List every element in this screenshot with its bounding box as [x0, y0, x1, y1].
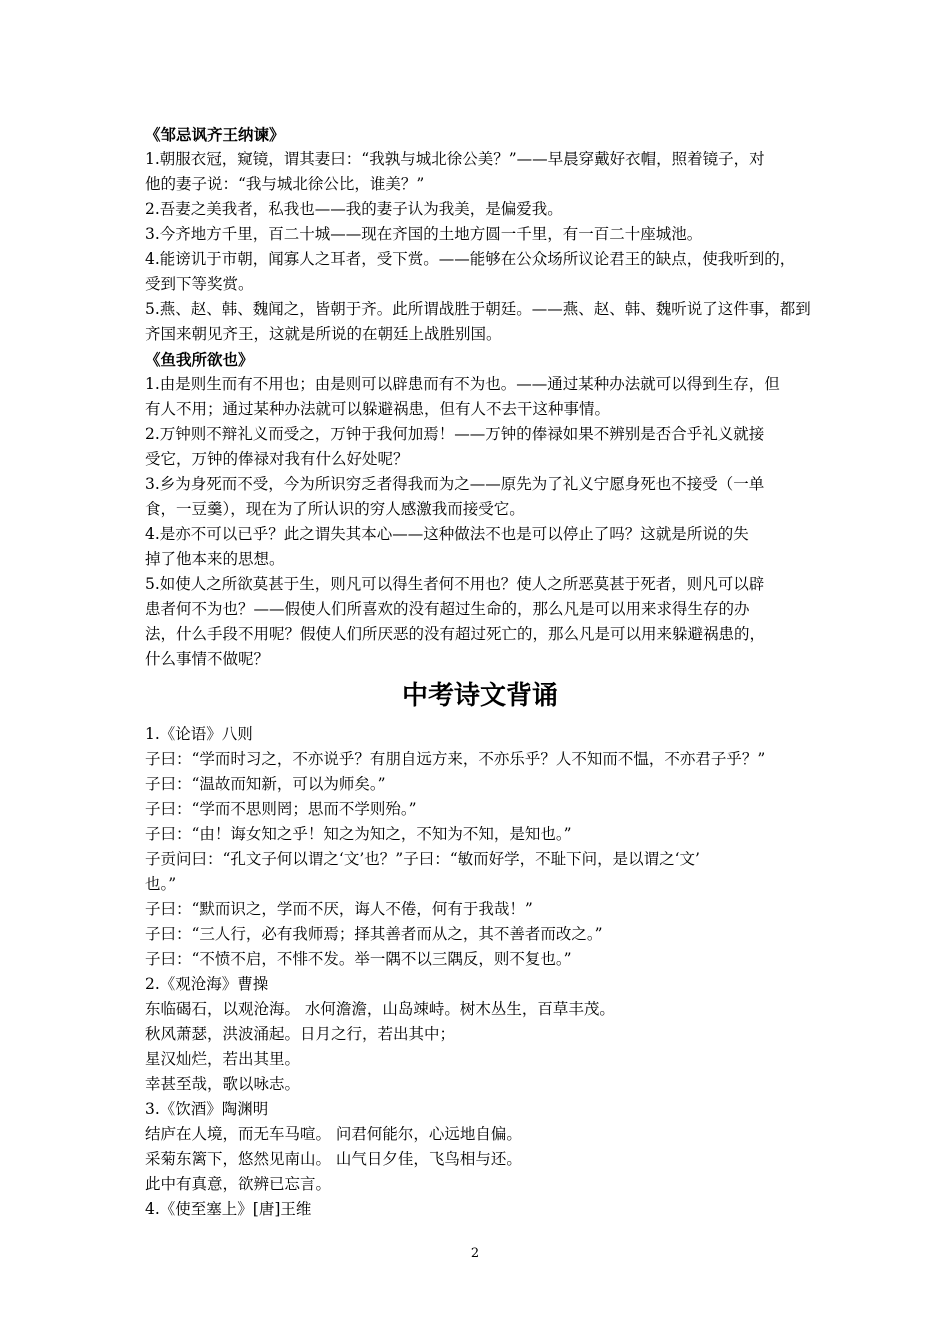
- text-line: 星汉灿烂，若出其里。: [145, 1050, 301, 1068]
- document-page: [145, 122, 815, 1222]
- section-heading-yuwosuoyu: 《鱼我所欲也》: [145, 350, 254, 369]
- text-line: 掉了他本来的思想。: [145, 550, 285, 568]
- text-line: 食，一豆羹），现在为了所认识的穷人感激我而接受它。: [145, 500, 525, 518]
- text-line: 齐国来朝见齐王，这就是所说的在朝廷上战胜别国。: [145, 325, 502, 343]
- section-body-yuwosuoyu: [145, 372, 815, 672]
- text-line: 结庐在人境，而无车马喧。 问君何能尔，心远地自偏。: [145, 1125, 522, 1143]
- page-title: 中考诗文背诵: [401, 681, 558, 711]
- text-line: 此中有真意，欲辨已忘言。: [145, 1175, 332, 1193]
- text-line: 秋风萧瑟，洪波涌起。日月之行，若出其中；: [145, 1025, 456, 1043]
- text-line: 采菊东篱下，悠然见南山。 山气日夕佳，飞鸟相与还。: [145, 1150, 522, 1168]
- text-line: 1.朝服衣冠，窥镜，谓其妻曰：“我孰与城北徐公美？”——早晨穿戴好衣帽，照着镜子，对: [145, 150, 765, 168]
- section-body-zouji: [145, 147, 815, 347]
- text-line: 2.万钟则不辩礼义而受之，万钟于我何加焉！——万钟的俸禄如果不辨别是否合乎礼义就接: [145, 425, 765, 443]
- text-line: 2.《观沧海》曹操: [145, 975, 269, 993]
- text-line: 子贡问曰：“孔文子何以谓之‘文’也？”子曰：“敏而好学，不耻下问，是以谓之‘文’: [145, 850, 700, 868]
- text-line: 子曰：“默而识之，学而不厌，诲人不倦，何有于我哉！”: [145, 900, 533, 918]
- text-line: 东临碣石，以观沧海。 水何澹澹，山岛竦峙。树木丛生，百草丰茂。: [145, 1000, 615, 1018]
- text-line: 有人不用；通过某种办法就可以躲避祸患，但有人不去干这种事情。: [145, 400, 611, 418]
- text-line: 3.乡为身死而不受，今为所识穷乏者得我而为之——原先为了礼义宁愿身死也不接受（一单: [145, 475, 765, 493]
- text-line: 子曰：“由！诲女知之乎！知之为知之，不知为不知，是知也。”: [145, 825, 572, 843]
- text-line: 受到下等奖赏。: [145, 275, 254, 293]
- text-line: 他的妻子说：“我与城北徐公比，谁美？”: [145, 175, 425, 193]
- section-body-recitation: [145, 722, 815, 1222]
- text-line: 5.如使人之所欲莫甚于生，则凡可以得生者何不用也？使人之所恶莫甚于死者，则凡可以辟: [145, 575, 765, 593]
- text-line: 1.由是则生而有不用也；由是则可以辟患而有不为也。——通过某种办法就可以得到生存，但: [145, 375, 780, 393]
- text-line: 子曰：“学而时习之，不亦说乎？有朋自远方来，不亦乐乎？人不知而不愠，不亦君子乎？”: [145, 750, 766, 768]
- text-line: 子曰：“三人行，必有我师焉；择其善者而从之，其不善者而改之。”: [145, 925, 603, 943]
- text-line: 2.吾妻之美我者，私我也——我的妻子认为我美，是偏爱我。: [145, 200, 563, 218]
- section-heading-zouji: 《邹忌讽齐王纳谏》: [145, 125, 285, 144]
- text-line: 患者何不为也？——假使人们所喜欢的没有超过生命的，那么凡是可以用来求得生存的办: [145, 600, 750, 618]
- text-line: 子曰：“温故而知新，可以为师矣。”: [145, 775, 386, 793]
- text-line: 4.是亦不可以已乎？此之谓失其本心——这种做法不也是可以停止了吗？这就是所说的失: [145, 525, 749, 543]
- text-line: 1.《论语》八则: [145, 725, 253, 743]
- text-line: 子曰：“不愤不启，不悱不发。举一隅不以三隅反，则不复也。”: [145, 950, 572, 968]
- page-number: 2: [470, 1246, 480, 1261]
- text-line: 幸甚至哉，歌以咏志。: [145, 1075, 301, 1093]
- text-line: 3.今齐地方千里，百二十城——现在齐国的土地方圆一千里，有一百二十座城池。: [145, 225, 703, 243]
- text-line: 4.能谤讥于市朝，闻寡人之耳者，受下赏。——能够在公众场所议论君王的缺点，使我听到的，: [145, 250, 796, 268]
- text-line: 3.《饮酒》陶渊明: [145, 1100, 269, 1118]
- text-line: 子曰：“学而不思则罔；思而不学则殆。”: [145, 800, 417, 818]
- text-line: 5.燕、赵、韩、魏闻之，皆朝于齐。此所谓战胜于朝廷。——燕、赵、韩、魏听说了这件事，都到: [145, 300, 811, 318]
- text-line: 法，什么手段不用呢？假使人们所厌恶的没有超过死亡的，那么凡是可以用来躲避祸患的，: [145, 625, 766, 643]
- text-line: 什么事情不做呢？: [145, 650, 270, 668]
- text-line: 4.《使至塞上》[唐]王维: [145, 1200, 312, 1218]
- text-line: 受它，万钟的俸禄对我有什么好处呢？: [145, 450, 409, 468]
- text-line: 也。”: [145, 875, 177, 893]
